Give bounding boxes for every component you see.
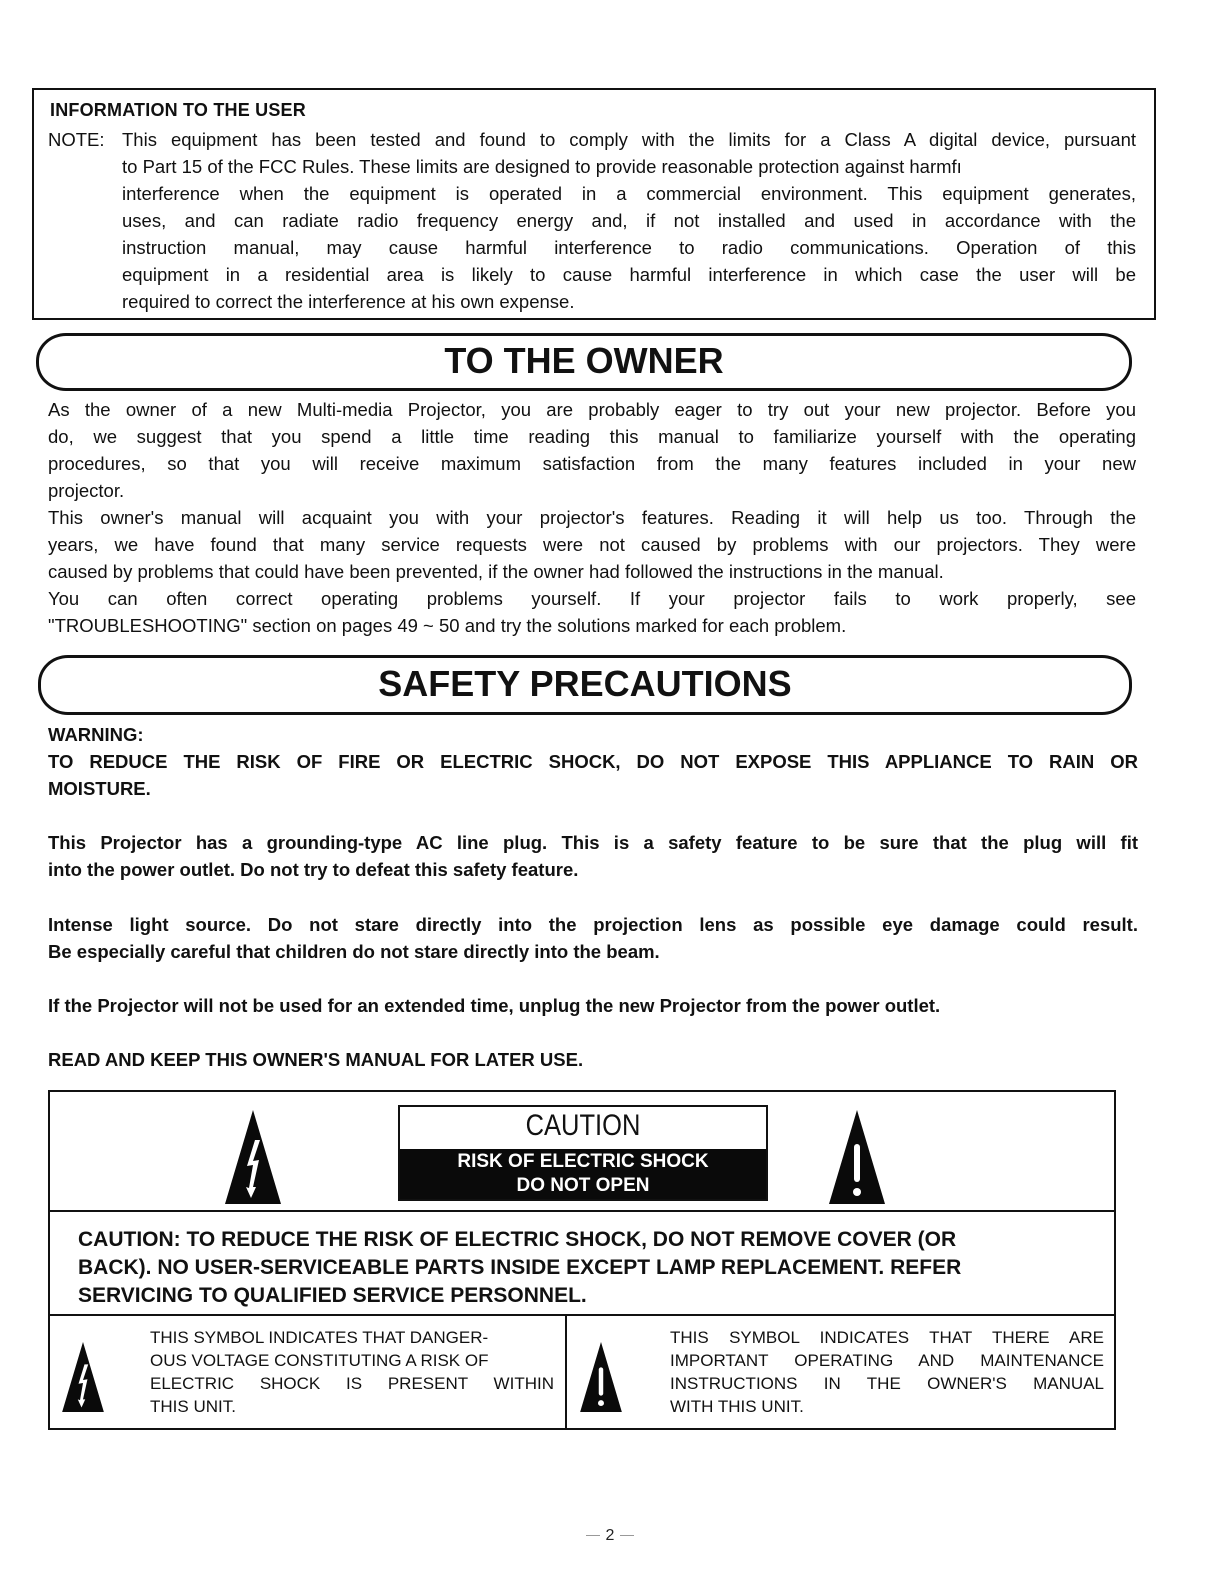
owner-paragraph-line: As the owner of a new Multi-media Projector, you are probably eager to try out your new projector. Before you xyxy=(48,399,1136,420)
owner-paragraph-line: caused by problems that could have been prevented, if the owner had followed the instructions in the manual. xyxy=(48,561,944,582)
information-title: INFORMATION TO THE USER xyxy=(50,100,306,120)
divider xyxy=(565,1314,567,1430)
safety-heading-frame xyxy=(38,655,1132,715)
voltage-symbol-line: ELECTRIC SHOCK IS PRESENT WITHIN xyxy=(150,1374,554,1393)
unplug-line: If the Projector will not be used for an extended time, unplug the new Projector from the power outlet. xyxy=(48,995,941,1016)
information-line: uses, and can radiate radio frequency energy and, if not installed and used in accordance with the xyxy=(122,210,1136,231)
light-line: Intense light source. Do not stare directly into the projection lens as possible eye damage could result. xyxy=(48,914,1138,935)
information-line: interference when the equipment is operated in a commercial environment. This equipment generates, xyxy=(122,183,1136,204)
information-line: This equipment has been tested and found to comply with the limits for a Class A digital device, pursuant xyxy=(122,129,1136,150)
attention-symbol-line: INSTRUCTIONS IN THE OWNER'S MANUAL xyxy=(670,1374,1104,1393)
owner-paragraph-line: "TROUBLESHOOTING" section on pages 49 ~ 50 and try the solutions marked for each problem. xyxy=(48,615,847,636)
lightning-symbol-icon xyxy=(62,1342,104,1412)
owner-paragraph-line: do, we suggest that you spend a little time reading this manual to familiarize yourself with the operating xyxy=(48,426,1136,447)
owner-heading: TO THE OWNER xyxy=(444,340,724,381)
caution-main-line: CAUTION: TO REDUCE THE RISK OF ELECTRIC SHOCK, DO NOT REMOVE COVER (OR xyxy=(78,1228,957,1251)
dash xyxy=(586,1535,600,1536)
attention-symbol-line: THIS SYMBOL INDICATES THAT THERE ARE xyxy=(670,1328,1104,1347)
information-line: instruction manual, may cause harmful interference to radio communications. Operation of this xyxy=(122,237,1136,258)
note-label: NOTE: xyxy=(48,129,105,150)
caution-main-line: SERVICING TO QUALIFIED SERVICE PERSONNEL. xyxy=(78,1284,587,1307)
voltage-symbol-line: THIS SYMBOL INDICATES THAT DANGER- xyxy=(150,1328,489,1347)
caution-label-banner xyxy=(400,1149,766,1199)
attention-symbol-line: IMPORTANT OPERATING AND MAINTENANCE xyxy=(670,1351,1104,1370)
warning-label: WARNING: xyxy=(48,724,144,745)
owner-paragraph-line: projector. xyxy=(48,480,125,501)
page-number-value: 2 xyxy=(605,1527,615,1544)
page-number xyxy=(560,1527,660,1545)
voltage-symbol-line: THIS UNIT. xyxy=(150,1397,236,1416)
information-line: equipment in a residential area is likely to cause harmful interference in which case the user will be xyxy=(122,264,1136,285)
divider xyxy=(48,1314,1116,1316)
caution-label-line: RISK OF ELECTRIC SHOCK xyxy=(457,1151,709,1172)
warning-line: TO REDUCE THE RISK OF FIRE OR ELECTRIC SHOCK, DO NOT EXPOSE THIS APPLIANCE TO RAIN OR xyxy=(48,751,1138,772)
voltage-symbol-line: OUS VOLTAGE CONSTITUTING A RISK OF xyxy=(150,1351,489,1370)
divider xyxy=(48,1210,1116,1212)
owner-paragraph-line: years, we have found that many service requests were not caused by problems with our projectors. They were xyxy=(48,534,1136,555)
information-line: to Part 15 of the FCC Rules. These limits are designed to provide reasonable protection against harmfı xyxy=(122,156,962,177)
warning-line: MOISTURE. xyxy=(48,778,151,799)
owner-paragraph-line: This owner's manual will acquaint you with your projector's features. Reading it will help us too. Through the xyxy=(48,507,1136,528)
dash xyxy=(620,1535,634,1536)
owner-paragraph-line: procedures, so that you will receive maximum satisfaction from the many features included in your new xyxy=(48,453,1136,474)
exclamation-warning-icon xyxy=(829,1110,885,1204)
owner-paragraph-line: You can often correct operating problems yourself. If your projector fails to work properly, see xyxy=(48,588,1136,609)
safety-heading: SAFETY PRECAUTIONS xyxy=(378,663,792,704)
owner-heading-frame xyxy=(36,333,1132,391)
light-line: Be especially careful that children do not stare directly into the beam. xyxy=(48,941,660,962)
plug-line: into the power outlet. Do not try to defeat this safety feature. xyxy=(48,859,579,880)
caution-main-line: BACK). NO USER-SERVICEABLE PARTS INSIDE EXCEPT LAMP REPLACEMENT. REFER xyxy=(78,1256,962,1279)
attention-symbol-line: WITH THIS UNIT. xyxy=(670,1397,804,1416)
caution-label-line: DO NOT OPEN xyxy=(516,1175,650,1196)
caution-label-title: CAUTION xyxy=(525,1109,641,1142)
information-line: required to correct the interference at his own expense. xyxy=(122,291,575,312)
lightning-warning-icon xyxy=(225,1110,281,1204)
exclamation-symbol-icon xyxy=(580,1342,622,1412)
plug-line: This Projector has a grounding-type AC line plug. This is a safety feature to be sure that the plug will fit xyxy=(48,832,1138,853)
keep-manual-line: READ AND KEEP THIS OWNER'S MANUAL FOR LATER USE. xyxy=(48,1049,584,1070)
